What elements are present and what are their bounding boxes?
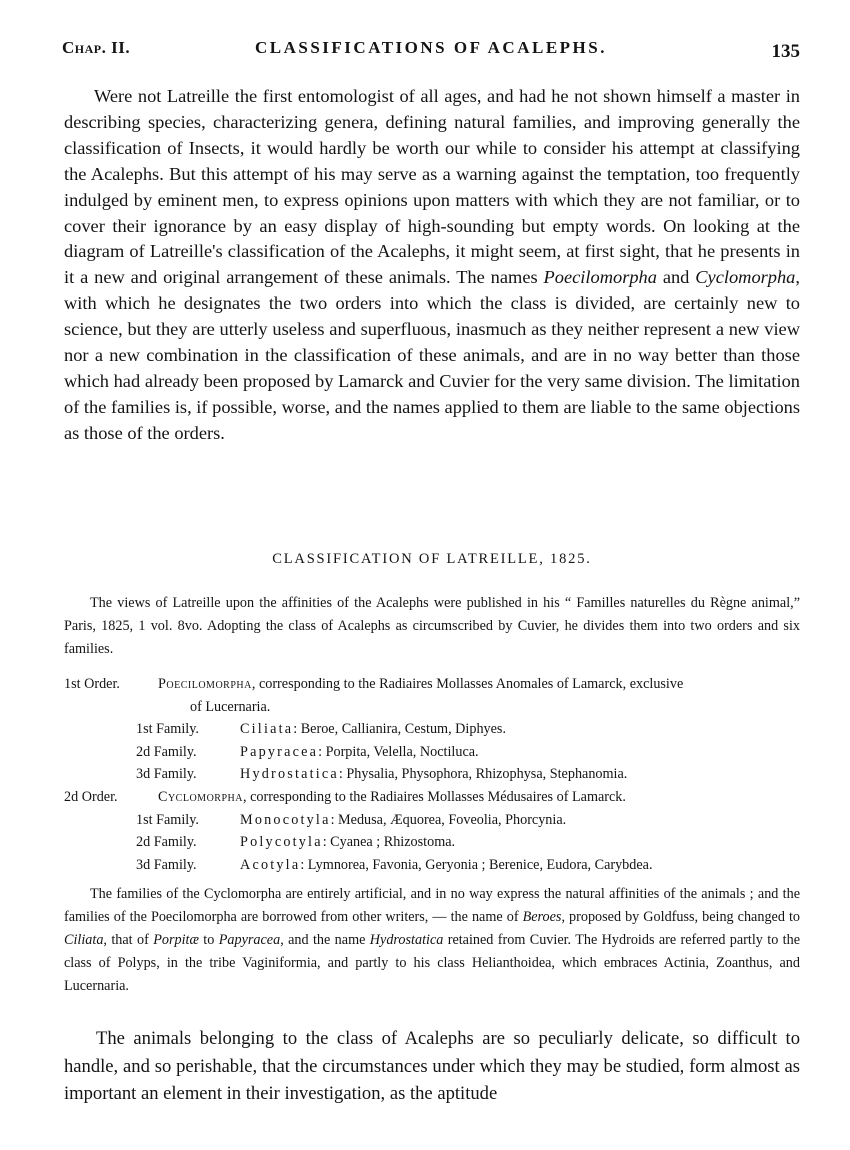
family-name: Hydrostatica [240, 766, 339, 783]
family-text [240, 809, 566, 832]
term-poecilomorpha: Poecilomorpha [543, 267, 657, 288]
notes-text: , and the name [280, 932, 370, 948]
family-genera: : Lymnorea, Favonia, Geryonia ; Berenice, Eudora, Carybdea. [300, 856, 653, 873]
order-description: , corresponding to the Radiaires Mollasses Anomales of Lamarck, exclusive [251, 676, 684, 692]
family-text [240, 854, 653, 877]
family-label: 2d Family. [136, 743, 197, 760]
family-name: Polycotyla [240, 834, 323, 851]
notes-text: , that of [103, 932, 154, 948]
family-label: 3d Family. [136, 856, 197, 873]
section-title: CLASSIFICATION OF LATREILLE, 1825. [272, 551, 592, 567]
order-label: 2d Order. [64, 788, 118, 805]
family-genera: : Medusa, Æquorea, Foveolia, Phorcynia. [330, 811, 567, 828]
notes-text: The families of the Cyclomorpha are entirely artificial, and in no way express the natural affinities of the animals ; and the families of the Poecilomorpha are borrowed from other writers, — the name of [64, 886, 800, 925]
family-genera: : Physalia, Physophora, Rhizophysa, Stephanomia. [338, 766, 628, 783]
classification-notes [64, 883, 800, 998]
paragraph1-conjunction: and [656, 267, 696, 288]
order-text [158, 673, 683, 696]
family-name: Papyracea [240, 743, 319, 760]
body-paragraph-latreille [64, 84, 800, 447]
paragraph1-end: , with which he designates the two orders into which the class is divided, are certainly new to science, but they are utterly useless and superfluous, inasmuch as they neither represent a new view nor a new combination in the classification of these animals, and are in no way better than those which had already been proposed by Lamarck and Cuvier for the very same division. The limitation of the families is, if possible, worse, and the names applied to them are liable to the same objections as those of the orders. [64, 267, 800, 443]
family-row [64, 809, 804, 832]
family-genera: : Beroe, Callianira, Cestum, Diphyes. [293, 721, 507, 738]
order-name: Poecilomorpha [158, 676, 252, 692]
term-beroes: Beroes [522, 909, 562, 925]
order-row [64, 673, 804, 696]
family-row [64, 763, 804, 786]
classification-intro: The views of Latreille upon the affinities of the Acalephs were published in his “ Familles naturelles du Règne animal,” Paris, 1825, 1 vol. 8vo. Adopting the class of Acalephs as circumscribed by Cuvier, he divides them into two orders and six families. [64, 595, 800, 657]
body-paragraph-study: The animals belonging to the class of Acalephs are so peculiarly delicate, so difficult to handle, and so perishable, that the circumstances under which they may be studied, form almost as important an element in their investigation, as the aptitude [64, 1028, 800, 1104]
order-description-continued: of Lucernaria. [190, 698, 271, 715]
family-row [64, 741, 804, 764]
family-row [64, 854, 804, 877]
order-row [64, 786, 804, 809]
order-text [158, 786, 626, 809]
term-cyclomorpha: Cyclomorpha [695, 267, 796, 288]
family-name: Acotyla [240, 856, 301, 873]
page-number: 135 [771, 41, 800, 62]
family-row [64, 718, 804, 741]
family-text [240, 718, 506, 741]
family-name: Monocotyla [240, 811, 331, 828]
family-text [240, 763, 627, 786]
order-description: , corresponding to the Radiaires Mollasses Médusaires of Lamarck. [242, 788, 626, 805]
order-label: 1st Order. [64, 676, 120, 692]
paragraph1-text: Were not Latreille the first entomologist of all ages, and had he not shown himself a master in describing species, characterizing genera, defining natural families, and improving generally the classification of Insects, it would hardly be worth our while to consider his attempt at classifying the Acalephs. But this attempt of his may serve as a warning against the temptation, too frequently indulged by eminent men, to express opinions upon matters with which they are not familiar, or to cover their ignorance by an easy display of high-sounding but empty words. On looking at the diagram of Latreille's classification of the Acalephs, it might seem, at first sight, that he presents in it a new and original arrangement of these animals. The names [64, 86, 800, 288]
term-hydrostatica: Hydrostatica [369, 932, 444, 948]
running-title: CLASSIFICATIONS OF ACALEPHS. [255, 38, 607, 57]
family-name: Ciliata [240, 721, 294, 738]
term-ciliata: Ciliata [64, 932, 104, 948]
family-text [240, 831, 455, 854]
family-label: 1st Family. [136, 811, 199, 828]
notes-text: , proposed by Goldfuss, being changed to [561, 909, 800, 925]
classification-list [64, 673, 804, 876]
family-label: 1st Family. [136, 721, 199, 738]
notes-text: to [198, 932, 219, 948]
family-label: 2d Family. [136, 834, 197, 851]
family-genera: : Cyanea ; Rhizostoma. [322, 834, 456, 851]
chapter-label: Chap. II. [62, 38, 131, 57]
order-name: Cyclomorpha [158, 788, 243, 805]
term-porpitae: Porpitæ [153, 932, 199, 948]
family-row [64, 831, 804, 854]
family-label: 3d Family. [136, 766, 197, 783]
family-text [240, 741, 479, 764]
family-genera: : Porpita, Velella, Noctiluca. [318, 743, 479, 760]
running-header [62, 38, 800, 68]
notes-text: retained from Cuvier. The Hydroids are referred partly to the class of Polyps, in the tribe Vaginiformia, and partly to his class Helianthoidea, which embraces Actinia, Zoanthus, and Lucernaria. [64, 932, 800, 994]
term-papyracea: Papyracea [218, 932, 281, 948]
